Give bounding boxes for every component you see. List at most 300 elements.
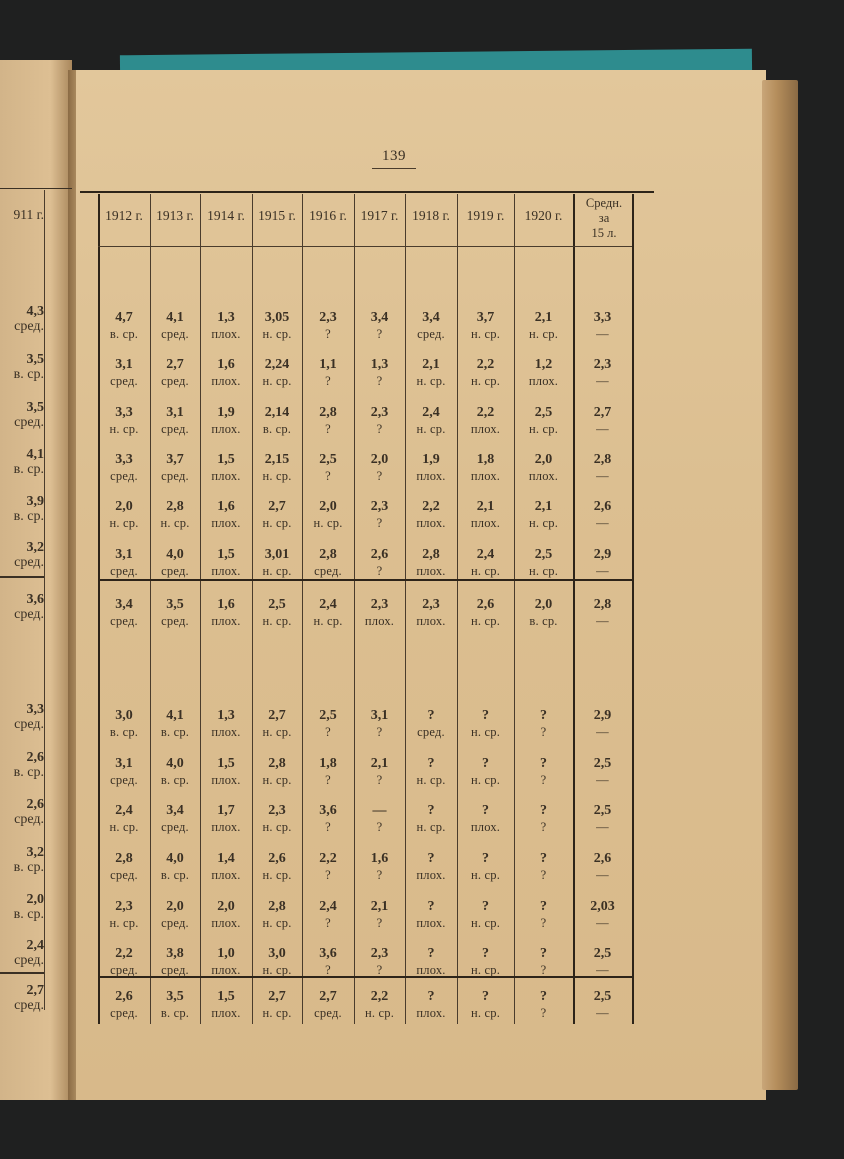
table-cell bbox=[457, 946, 514, 978]
cell-grade: плох. bbox=[211, 725, 241, 739]
table-cell bbox=[405, 708, 457, 740]
cell-value: 2,4 bbox=[319, 597, 337, 612]
table-cell bbox=[302, 708, 354, 740]
cell-grade: сред. bbox=[161, 963, 189, 977]
table-cell bbox=[200, 756, 252, 788]
cell-grade: плох. bbox=[470, 422, 501, 436]
table-cell bbox=[354, 547, 405, 579]
cell-grade: н. ср. bbox=[416, 773, 446, 787]
cell-grade: плох. bbox=[364, 614, 395, 628]
cell-grade: плох. bbox=[416, 916, 446, 930]
left-cell bbox=[14, 845, 44, 875]
cell-value: 2,5 bbox=[593, 756, 612, 771]
average-header-line: Средн. bbox=[585, 196, 623, 210]
cell-value: 1,5 bbox=[217, 989, 235, 1004]
header-rule bbox=[98, 246, 632, 247]
left-cell-grade: сред. bbox=[14, 998, 44, 1013]
left-cell-grade: сред. bbox=[14, 607, 44, 622]
cell-value: 2,3 bbox=[370, 405, 389, 420]
table-cell bbox=[302, 452, 354, 484]
table-cell bbox=[354, 851, 405, 883]
table-cell bbox=[150, 803, 200, 835]
table-cell bbox=[252, 946, 302, 978]
page-number-rule bbox=[372, 168, 416, 169]
table-cell bbox=[150, 946, 200, 978]
cell-value: ? bbox=[540, 803, 547, 818]
cell-grade: плох. bbox=[416, 614, 446, 628]
table-cell bbox=[302, 989, 354, 1021]
table-cell bbox=[354, 357, 405, 389]
table-cell bbox=[514, 803, 573, 835]
table-cell bbox=[405, 597, 457, 629]
left-section-divider bbox=[0, 972, 44, 974]
table-cell bbox=[200, 946, 252, 978]
cell-grade: плох. bbox=[211, 1006, 241, 1020]
table-cell bbox=[405, 452, 457, 484]
left-cell-grade: в. ср. bbox=[13, 462, 44, 477]
cell-grade: н. ср. bbox=[470, 963, 501, 977]
cell-grade: в. ср. bbox=[160, 868, 190, 882]
year-header: 1918 г. bbox=[412, 208, 450, 223]
table-cell bbox=[200, 357, 252, 389]
cell-grade: плох. bbox=[211, 963, 241, 977]
cell-grade: плох. bbox=[211, 916, 241, 930]
cell-grade: ? bbox=[540, 916, 547, 930]
cell-grade: плох. bbox=[416, 963, 446, 977]
table-cell bbox=[98, 899, 150, 931]
cell-grade: плох. bbox=[211, 868, 241, 882]
cell-value: 3,6 bbox=[319, 946, 337, 961]
cell-value: 3,6 bbox=[319, 803, 337, 818]
cell-value: 2,0 bbox=[534, 452, 553, 467]
cell-value: ? bbox=[482, 899, 489, 914]
cell-value: 2,5 bbox=[593, 803, 612, 818]
table-cell bbox=[150, 756, 200, 788]
cell-value: 2,5 bbox=[593, 989, 612, 1004]
cell-grade: плох. bbox=[416, 564, 446, 578]
cell-grade: н. ср. bbox=[313, 614, 343, 628]
left-cell-grade: сред. bbox=[14, 555, 44, 570]
cell-value: 2,0 bbox=[166, 899, 184, 914]
table-cell bbox=[200, 452, 252, 484]
cell-value: 1,8 bbox=[319, 756, 337, 771]
table-cell bbox=[302, 310, 354, 342]
year-header: 1919 г. bbox=[466, 208, 505, 223]
table-cell bbox=[98, 989, 150, 1021]
table-cell bbox=[200, 899, 252, 931]
table-cell bbox=[98, 357, 150, 389]
table-cell bbox=[457, 405, 514, 437]
left-cell-grade: в. ср. bbox=[13, 765, 44, 780]
table-cell bbox=[405, 756, 457, 788]
cell-value: ? bbox=[427, 803, 435, 818]
cell-value: 2,0 bbox=[217, 899, 235, 914]
cell-grade: плох. bbox=[416, 516, 446, 530]
cell-grade: ? bbox=[325, 422, 331, 436]
left-cell-grade: сред. bbox=[14, 717, 44, 732]
cell-value: 2,6 bbox=[593, 851, 612, 866]
cell-value: 3,1 bbox=[166, 405, 184, 420]
table-cell bbox=[150, 405, 200, 437]
cell-value: 3,1 bbox=[115, 756, 133, 771]
cell-grade: ? bbox=[376, 516, 383, 530]
cell-value: 1,9 bbox=[422, 452, 440, 467]
cell-grade: в. ср. bbox=[160, 1006, 190, 1020]
table-cell bbox=[98, 405, 150, 437]
cell-value: 2,5 bbox=[319, 708, 337, 723]
cell-grade: ? bbox=[376, 564, 383, 578]
table-cell bbox=[150, 989, 200, 1021]
cell-grade: — bbox=[596, 773, 609, 787]
cell-value: 2,8 bbox=[268, 899, 286, 914]
table-cell bbox=[302, 946, 354, 978]
table-cell bbox=[354, 756, 405, 788]
cell-value: 2,8 bbox=[422, 547, 440, 562]
cell-value: 3,3 bbox=[593, 310, 612, 325]
table-cell bbox=[354, 405, 405, 437]
left-cell-value: 3,3 bbox=[26, 702, 44, 717]
table-cell bbox=[514, 851, 573, 883]
table-cell bbox=[302, 899, 354, 931]
cell-value: 2,1 bbox=[534, 499, 553, 514]
table-cell bbox=[514, 756, 573, 788]
cell-value: 2,24 bbox=[264, 357, 290, 372]
table-cell bbox=[302, 547, 354, 579]
cell-value: 3,01 bbox=[264, 547, 290, 562]
cell-value: ? bbox=[427, 708, 435, 723]
table-cell bbox=[354, 597, 405, 629]
table-cell bbox=[150, 452, 200, 484]
table-cell bbox=[514, 989, 573, 1021]
table-cell bbox=[302, 405, 354, 437]
cell-value: 1,0 bbox=[217, 946, 235, 961]
cell-grade: в. ср. bbox=[262, 422, 292, 436]
cell-value: ? bbox=[482, 851, 489, 866]
cell-grade: н. ср. bbox=[160, 516, 190, 530]
table-cell bbox=[405, 851, 457, 883]
left-cell-grade: в. ср. bbox=[13, 907, 44, 922]
table-cell bbox=[252, 989, 302, 1021]
table-cell bbox=[457, 989, 514, 1021]
cell-value: 2,2 bbox=[476, 405, 495, 420]
cell-grade: сред. bbox=[314, 564, 342, 578]
cell-grade: н. ср. bbox=[262, 614, 292, 628]
cell-value: 2,4 bbox=[422, 405, 440, 420]
table-cell bbox=[252, 405, 302, 437]
left-column-header: 911 г. bbox=[13, 207, 44, 222]
cell-grade: — bbox=[596, 374, 609, 388]
cell-value: 3,4 bbox=[166, 803, 184, 818]
left-cell-grade: сред. bbox=[14, 415, 44, 430]
cell-value: 3,05 bbox=[264, 310, 290, 325]
cell-grade: плох. bbox=[416, 868, 446, 882]
cell-grade: — bbox=[596, 327, 609, 341]
table-cell bbox=[457, 452, 514, 484]
cell-grade: н. ср. bbox=[262, 374, 292, 388]
cell-grade: — bbox=[596, 963, 609, 977]
cell-value: 1,3 bbox=[370, 357, 389, 372]
cell-grade: н. ср. bbox=[470, 725, 501, 739]
left-table-rule bbox=[0, 188, 72, 189]
left-cell-value: 3,6 bbox=[26, 592, 44, 607]
cell-grade: ? bbox=[325, 374, 331, 388]
cell-value: 4,1 bbox=[166, 310, 184, 325]
cell-value: 2,5 bbox=[534, 405, 553, 420]
cell-grade: в. ср. bbox=[160, 773, 190, 787]
cell-value: 2,7 bbox=[268, 989, 286, 1004]
cell-grade: н. ср. bbox=[364, 1006, 395, 1020]
table-cell bbox=[514, 452, 573, 484]
table-cell bbox=[200, 708, 252, 740]
left-column-divider bbox=[44, 190, 45, 1010]
year-header: 1916 г. bbox=[309, 208, 347, 223]
table-cell bbox=[457, 310, 514, 342]
cell-grade: н. ср. bbox=[470, 773, 501, 787]
cell-value: 2,0 bbox=[534, 597, 553, 612]
cell-value: 2,1 bbox=[422, 357, 440, 372]
cell-value: ? bbox=[540, 946, 547, 961]
left-cell-value: 2,6 bbox=[26, 797, 44, 812]
table-cell bbox=[98, 499, 150, 531]
cell-grade: сред. bbox=[110, 469, 138, 483]
table-cell bbox=[302, 499, 354, 531]
cell-grade: сред. bbox=[417, 327, 445, 341]
cell-grade: ? bbox=[540, 963, 547, 977]
table-cell bbox=[573, 499, 632, 531]
cell-grade: ? bbox=[376, 725, 383, 739]
left-cell bbox=[14, 892, 44, 922]
table-cell bbox=[98, 708, 150, 740]
table-cell bbox=[98, 597, 150, 629]
cell-grade: н. ср. bbox=[528, 564, 559, 578]
table-cell bbox=[150, 357, 200, 389]
table-column-line bbox=[632, 194, 634, 1024]
cell-grade: ? bbox=[376, 820, 383, 834]
cell-grade: плох. bbox=[416, 469, 446, 483]
cell-grade: н. ср. bbox=[262, 725, 292, 739]
cell-value: 2,5 bbox=[319, 452, 337, 467]
cell-grade: н. ср. bbox=[262, 469, 292, 483]
cell-value: 3,3 bbox=[115, 405, 133, 420]
table-cell bbox=[573, 899, 632, 931]
cell-value: 3,1 bbox=[115, 357, 133, 372]
table-cell bbox=[405, 405, 457, 437]
cell-grade: — bbox=[596, 614, 609, 628]
table-cell bbox=[200, 405, 252, 437]
cell-grade: плох. bbox=[211, 422, 241, 436]
cell-value: 2,3 bbox=[370, 597, 389, 612]
cell-value: ? bbox=[482, 946, 489, 961]
year-header: 1912 г. bbox=[105, 208, 143, 223]
table-cell bbox=[354, 452, 405, 484]
cell-grade: — bbox=[596, 916, 609, 930]
cell-value: 2,7 bbox=[319, 989, 337, 1004]
table-cell bbox=[150, 708, 200, 740]
table-cell bbox=[302, 357, 354, 389]
cell-grade: сред. bbox=[110, 1006, 138, 1020]
cell-grade: в. ср. bbox=[160, 725, 190, 739]
cell-grade: сред. bbox=[161, 422, 189, 436]
cell-grade: сред. bbox=[161, 564, 189, 578]
cell-value: 2,3 bbox=[268, 803, 286, 818]
cell-value: 1,3 bbox=[217, 708, 235, 723]
cell-value: 1,7 bbox=[217, 803, 235, 818]
table-cell bbox=[457, 899, 514, 931]
cell-value: ? bbox=[427, 756, 435, 771]
cell-grade: ? bbox=[376, 773, 383, 787]
cell-grade: н. ср. bbox=[109, 820, 139, 834]
cell-grade: ? bbox=[325, 963, 331, 977]
cell-value: 2,8 bbox=[593, 597, 612, 612]
table-cell bbox=[457, 803, 514, 835]
left-cell bbox=[14, 352, 44, 382]
table-cell bbox=[514, 899, 573, 931]
table-cell bbox=[252, 452, 302, 484]
cell-value: 2,8 bbox=[166, 499, 184, 514]
cell-grade: сред. bbox=[314, 1006, 342, 1020]
table-cell bbox=[573, 851, 632, 883]
table-cell bbox=[405, 499, 457, 531]
cell-grade: сред. bbox=[417, 725, 445, 739]
cell-grade: н. ср. bbox=[262, 963, 292, 977]
cell-value: 1,5 bbox=[217, 547, 235, 562]
cell-grade: ? bbox=[325, 868, 331, 882]
cell-grade: сред. bbox=[161, 820, 189, 834]
left-cell bbox=[14, 592, 44, 622]
cell-grade: н. ср. bbox=[470, 868, 501, 882]
left-cell-value: 4,1 bbox=[26, 447, 44, 462]
left-cell-value: 3,5 bbox=[26, 352, 44, 367]
cell-grade: плох. bbox=[470, 820, 501, 834]
cell-grade: — bbox=[596, 1006, 609, 1020]
cell-value: 3,4 bbox=[370, 310, 389, 325]
cell-value: ? bbox=[540, 989, 547, 1004]
cell-value: 2,1 bbox=[370, 899, 389, 914]
cell-grade: — bbox=[596, 820, 609, 834]
cell-grade: сред. bbox=[161, 327, 189, 341]
left-cell bbox=[14, 750, 44, 780]
cell-value: 1,5 bbox=[217, 452, 235, 467]
cell-value: 2,5 bbox=[593, 946, 612, 961]
average-header bbox=[578, 196, 630, 241]
cell-grade: плох. bbox=[211, 614, 241, 628]
cell-grade: сред. bbox=[161, 374, 189, 388]
cell-grade: плох. bbox=[528, 469, 559, 483]
cell-value: 2,3 bbox=[370, 499, 389, 514]
table-cell bbox=[573, 708, 632, 740]
cell-value: 2,4 bbox=[476, 547, 495, 562]
cell-grade: сред. bbox=[110, 868, 138, 882]
table-cell bbox=[405, 946, 457, 978]
table-cell bbox=[354, 708, 405, 740]
cell-grade: ? bbox=[376, 868, 383, 882]
cell-value: ? bbox=[482, 756, 489, 771]
table-cell bbox=[302, 756, 354, 788]
cell-value: 2,3 bbox=[593, 357, 612, 372]
cell-grade: плох. bbox=[211, 327, 241, 341]
cell-value: 2,2 bbox=[370, 989, 389, 1004]
cell-value: 2,6 bbox=[476, 597, 495, 612]
cell-grade: н. ср. bbox=[470, 327, 501, 341]
cell-grade: ? bbox=[325, 725, 331, 739]
cell-grade: ? bbox=[325, 327, 331, 341]
table-cell bbox=[200, 597, 252, 629]
table-cell bbox=[405, 547, 457, 579]
cell-grade: сред. bbox=[161, 614, 189, 628]
cell-grade: н. ср. bbox=[470, 614, 501, 628]
table-cell bbox=[573, 547, 632, 579]
table-cell bbox=[200, 499, 252, 531]
table-cell bbox=[252, 597, 302, 629]
cell-value: 4,0 bbox=[166, 851, 184, 866]
cell-grade: плох. bbox=[528, 374, 559, 388]
cell-value: 1,5 bbox=[217, 756, 235, 771]
cell-value: — bbox=[372, 803, 387, 818]
table-cell bbox=[354, 946, 405, 978]
cell-value: 2,1 bbox=[534, 310, 553, 325]
cell-grade: плох. bbox=[470, 469, 501, 483]
cell-value: 1,9 bbox=[217, 405, 235, 420]
cell-grade: ? bbox=[540, 725, 547, 739]
table-cell bbox=[573, 357, 632, 389]
cell-grade: н. ср. bbox=[262, 773, 292, 787]
table-cell bbox=[514, 708, 573, 740]
table-cell bbox=[573, 452, 632, 484]
cell-value: ? bbox=[540, 756, 547, 771]
cell-value: 2,7 bbox=[268, 708, 286, 723]
left-cell bbox=[14, 494, 44, 524]
cell-value: 4,1 bbox=[166, 708, 184, 723]
table-cell bbox=[457, 756, 514, 788]
cell-value: 3,1 bbox=[115, 547, 133, 562]
table-cell bbox=[354, 989, 405, 1021]
cell-value: 2,5 bbox=[268, 597, 286, 612]
cell-grade: в. ср. bbox=[109, 725, 139, 739]
table-cell bbox=[514, 310, 573, 342]
cell-value: 2,15 bbox=[264, 452, 290, 467]
left-cell-grade: в. ср. bbox=[13, 367, 44, 382]
cell-value: ? bbox=[540, 708, 547, 723]
cell-value: 4,0 bbox=[166, 756, 184, 771]
cell-value: 2,3 bbox=[422, 597, 440, 612]
left-cell bbox=[14, 797, 44, 827]
table-cell bbox=[252, 851, 302, 883]
cell-value: 2,7 bbox=[166, 357, 184, 372]
cell-grade: н. ср. bbox=[109, 422, 139, 436]
cell-grade: сред. bbox=[110, 374, 138, 388]
table-cell bbox=[150, 547, 200, 579]
cell-grade: н. ср. bbox=[262, 820, 292, 834]
cell-grade: — bbox=[596, 422, 609, 436]
table-cell bbox=[252, 803, 302, 835]
cell-grade: н. ср. bbox=[262, 916, 292, 930]
cell-grade: плох. bbox=[211, 820, 241, 834]
cell-value: 1,6 bbox=[370, 851, 389, 866]
cell-value: 2,8 bbox=[268, 756, 286, 771]
cell-value: 2,4 bbox=[115, 803, 133, 818]
cell-grade: н. ср. bbox=[416, 374, 446, 388]
left-cell-value: 2,0 bbox=[26, 892, 44, 907]
table-cell bbox=[354, 310, 405, 342]
average-header-line: 15 л. bbox=[591, 226, 617, 240]
table-cell bbox=[302, 597, 354, 629]
cell-value: 2,14 bbox=[264, 405, 290, 420]
cell-grade: н. ср. bbox=[528, 516, 559, 530]
table-cell bbox=[457, 499, 514, 531]
table-cell bbox=[252, 357, 302, 389]
cell-value: 2,2 bbox=[422, 499, 440, 514]
table-cell bbox=[252, 756, 302, 788]
